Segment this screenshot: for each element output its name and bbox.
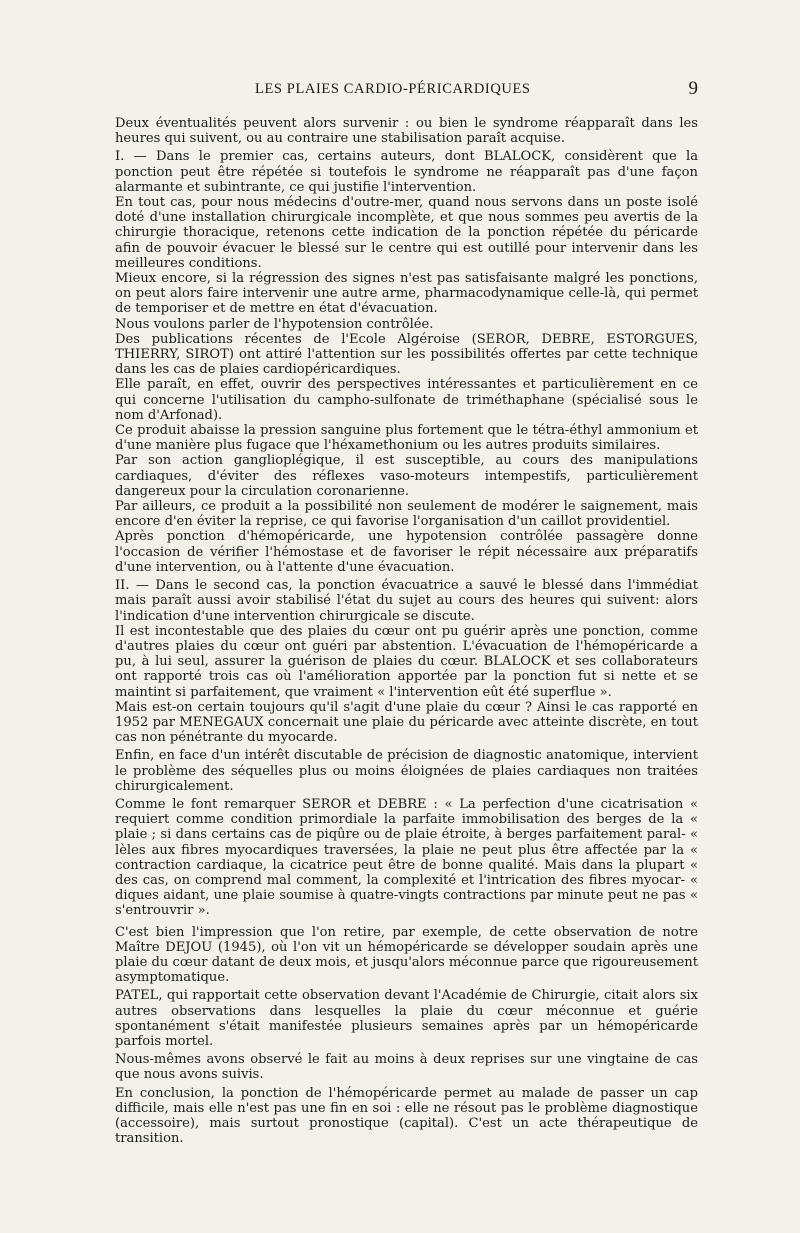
paragraph: Après ponction d'hémopéricarde, une hypotension contrôlée passagère donne l'occasion de vérifier l'hémostase et de favoriser le répit nécessaire aux préparatifs d'une intervention, ou à l'attente d'une évacuation. [115,529,698,575]
paragraph: Deux éventualités peuvent alors survenir : ou bien le syndrome réapparaît dans les heures qui suivent, ou au contraire une stabilisation paraît acquise. [115,116,698,147]
running-title: LES PLAIES CARDIO-PÉRICARDIQUES [255,81,531,97]
page-number: 9 [688,78,698,99]
paragraph: En tout cas, pour nous médecins d'outre-mer, quand nous servons dans un poste isolé doté d'une installation chirurgicale incomplète, et que nous sommes peu avertis de la chirurgie thoracique, retenons cette indication de la ponction répétée du péricarde afin de pouvoir évacuer le blessé sur le centre qui est outillé pour intervenir dans les meilleures conditions. [115,195,698,271]
paragraph: Comme le font remarquer SEROR et DEBRE : « La perfection d'une cicatrisation « requiert comme condition primordiale la parfaite immobilisation des berges de la « plaie ; si dans certains cas de piqûre ou de plaie étroite, à berges parfaitement paral- « lèles aux fibres myocardiques traversées, la plaie ne peut plus être affectée par la « contraction cardiaque, la cicatrice peut être de bonne qualité. Mais dans la plupart « des cas, on comprend mal comment, la complexité et l'intrication des fibres myocar- « diques aidant, une plaie soumise à quatre-vingts contractions par minute peut ne pas « s'entrouvrir ». [115,796,698,919]
paragraph: C'est bien l'impression que l'on retire, par exemple, de cette observation de notre Maître DEJOU (1945), où l'on vit un hémopéricarde se développer soudain après une plaie du cœur datant de deux mois, et jusqu'alors méconnue parce que rigoureusement asymptomatique. [115,924,698,986]
paragraph: Il est incontestable que des plaies du cœur ont pu guérir après une ponction, comme d'autres plaies du cœur ont guéri par abstention. L'évacuation de l'hémopéricarde a pu, à lui seul, assurer la guérison de plaies du cœur. BLALOCK et ses collaborateurs ont rapporté trois cas où l'amélioration apportée par la ponction fut si nette et se maintint si parfaitement, que vraiment « l'intervention eût été superflue ». [115,623,698,700]
paragraph: En conclusion, la ponction de l'hémopéricarde permet au malade de passer un cap difficile, mais elle n'est pas une fin en soi : elle ne résout pas le problème diagnostique (accessoire), mais surtout pronostique (capital). C'est un acte thérapeutique de transition. [115,1085,698,1147]
paragraph: Elle paraît, en effet, ouvrir des perspectives intéressantes et particulièrement en ce qui concerne l'utilisation du campho-sulfonate de triméthaphane (spécialisé sous le nom d'Arfonad). [115,377,698,423]
paragraph: Par ailleurs, ce produit a la possibilité non seulement de modérer le saignement, mais encore d'en éviter la reprise, ce qui favorise l'organisation d'un caillot providentiel. [115,499,698,530]
body-text [115,116,698,1146]
page-header [115,78,698,102]
paragraph: Mieux encore, si la régression des signes n'est pas satisfaisante malgré les ponctions, on peut alors faire intervenir une autre arme, pharmacodynamique celle-là, qui permet de temporiser et de mettre en état d'évacuation. [115,271,698,317]
paragraph: Nous-mêmes avons observé le fait au moins à deux reprises sur une vingtaine de cas que nous avons suivis. [115,1052,698,1083]
paragraph: II. — Dans le second cas, la ponction évacuatrice a sauvé le blessé dans l'immédiat mais paraît aussi avoir stabilisé l'état du sujet au cours des heures qui suivent: alors l'indication d'une intervention chirurgicale se discute. [115,578,698,624]
paragraph: Des publications récentes de l'Ecole Algéroise (SEROR, DEBRE, ESTORGUES, THIERRY, SIROT) ont attiré l'attention sur les possibilités offertes par cette technique dans les cas de plaies cardiopéricardiques. [115,331,698,378]
paragraph: Nous voulons parler de l'hypotension contrôlée. [115,316,434,332]
paragraph: Ce produit abaisse la pression sanguine plus fortement que le tétra-éthyl ammonium et d'une manière plus fugace que l'héxamethonium ou les autres produits similaires. [115,423,698,454]
paragraph: Mais est-on certain toujours qu'il s'agit d'une plaie du cœur ? Ainsi le cas rapporté en 1952 par MENEGAUX concernait une plaie du péricarde avec atteinte discrète, en tout cas non pénétrante du myocarde. [115,699,698,746]
paragraph: I. — Dans le premier cas, certains auteurs, dont BLALOCK, considèrent que la ponction peut être répétée si toutefois le syndrome ne réapparaît pas d'une façon alarmante et subintrante, ce qui justifie l'intervention. [115,149,698,195]
paragraph: Enfin, en face d'un intérêt discutable de précision de diagnostic anatomique, intervient le problème des séquelles plus ou moins éloignées de plaies cardiaques non traitées chirurgicalement. [115,748,698,794]
paragraph: Par son action ganglioplégique, il est susceptible, au cours des manipulations cardiaques, d'éviter des réflexes vaso-moteurs intempestifs, particulièrement dangereux pour la circulation coronarienne. [115,453,698,499]
paragraph: PATEL, qui rapportait cette observation devant l'Académie de Chirurgie, citait alors six autres observations dans lesquelles la plaie du cœur méconnue et guérie spontanément s'était manifestée plusieurs semaines après par un hémopéricarde parfois mortel. [115,988,698,1049]
